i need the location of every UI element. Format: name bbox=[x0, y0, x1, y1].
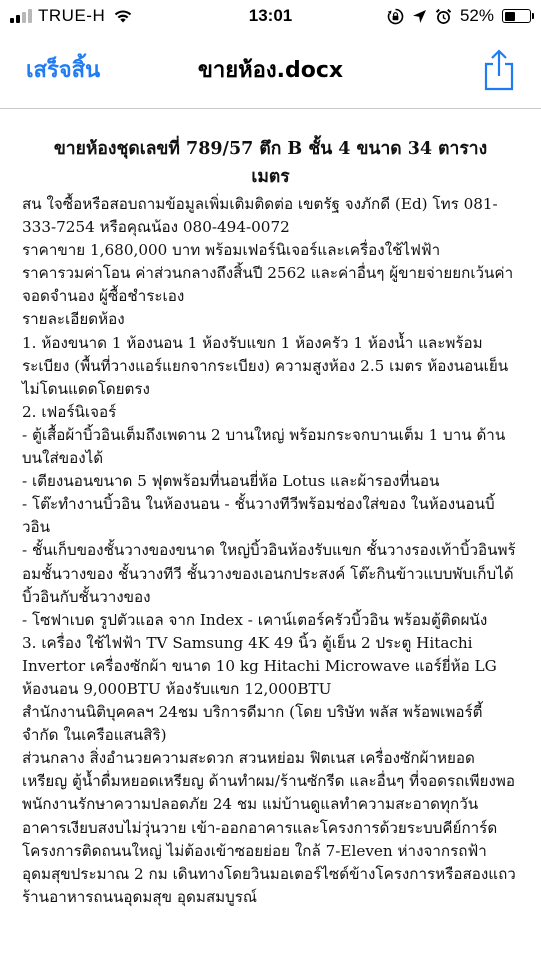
doc-paragraph: ร้านอาหารถนนอุดมสุข อุดมสมบูรณ์ bbox=[22, 887, 258, 906]
doc-paragraph: ราคารวมค่าโอน ค่าส่วนกลางถึงสิ้นปี 2562 และค่าอื่นๆ ผู้ขายจ่ายยกเว้นค่าจอดจำนอง ผู้ซื้อชำระเอง bbox=[22, 264, 514, 306]
alarm-icon bbox=[435, 8, 452, 25]
doc-paragraph: ส่วนกลาง สิ่งอำนวยความสะดวก สวนหย่อม ฟิตเนส เครื่องซักผ้าหยอดเหรียญ ตู้น้ำดื่มหยอดเหรียญ ด้านทำผม/ร้านซักรีด และอื่นๆ ที่จอดรถเพียงพอ พนักงานรักษาความปลอดภัย 24 ชม แม่บ้านดูแลทำความสะอาดทุกวัน bbox=[22, 749, 515, 814]
doc-paragraph: - ตู้เสื้อผ้าบิ้วอินเต็มถึงเพดาน 2 บานใหญ่ พร้อมกระจกบานเต็ม 1 บาน ด้านบนใส่ของได้ bbox=[22, 425, 506, 468]
doc-paragraph: - โซฟาเบด รูปตัวแอล จาก Index - เคาน์เตอร์ครัวบิ้วอิน พร้อมตู้ติดผนัง bbox=[22, 610, 488, 629]
navigation-bar bbox=[0, 34, 541, 109]
document-title: ขายห้องชุดเลขที่ 789/57 ตึก B ชั้น 4 ขนาด 34 ตารางเมตร bbox=[53, 139, 488, 187]
doc-paragraph: - ชั้นเก็บของชั้นวางของขนาด ใหญ่บิ้วอินห้องรับแขก ชั้นวางรองเท้าบิ้วอินพร้อมชั้นวางของ ชั้นวางทีวี ชั้นวางของเอนกประสงค์ โต๊ะกินข้าวแบบพับเก็บได้ บิ้วอินกับชั้นวางของ bbox=[22, 541, 516, 606]
doc-paragraph: สำนักงานนิติบุคคลฯ 24ชม บริการดีมาก (โดย บริษัท พลัส พร้อพเพอร์ตี้ จำกัด ในเครือแสนสิริ) bbox=[22, 703, 483, 745]
doc-paragraph: รายละเอียดห้อง bbox=[22, 310, 125, 329]
share-icon[interactable] bbox=[481, 48, 517, 92]
doc-paragraph: - เตียงนอนขนาด 5 ฟุตพร้อมที่นอนยี่ห้อ Lotus และผ้ารองที่นอน bbox=[22, 472, 440, 491]
doc-paragraph: อาคารเงียบสงบไม่วุ่นวาย เข้า-ออกอาคารและโครงการด้วยระบบคีย์การ์ด bbox=[22, 818, 498, 837]
location-arrow-icon bbox=[412, 9, 427, 24]
file-title: ขายห้อง.docx bbox=[197, 58, 344, 83]
status-bar bbox=[0, 0, 541, 34]
document-body bbox=[0, 109, 541, 909]
doc-paragraph: ราคาขาย 1,680,000 บาท พร้อมเฟอร์นิเจอร์และเครื่องใช้ไฟฟ้า bbox=[22, 241, 441, 260]
rotation-lock-icon bbox=[387, 8, 404, 25]
doc-paragraph: 1. ห้องขนาด 1 ห้องนอน 1 ห้องรับแขก 1 ห้องครัว 1 ห้องน้ำ และพร้อมระเบียง (พื้นที่วางแอร์แยกจากระเบียง) ความสูงห้อง 2.5 เมตร ห้องนอนเย็น ไม่โดนแดดโดยตรง bbox=[22, 333, 509, 398]
doc-paragraph: 2. เฟอร์นิเจอร์ bbox=[22, 402, 117, 421]
doc-paragraph: โครงการติดถนนใหญ่ ไม่ต้องเข้าซอยย่อย ใกล้ 7-Eleven ห่างจากรถฟ้าอุดมสุขประมาณ 2 กม เดินทางโดยวินมอเตอร์ไซด์ข้างโครงการหรือสองแถว bbox=[22, 841, 516, 883]
carrier-label: TRUE-H bbox=[38, 6, 106, 25]
battery-percent: 52% bbox=[459, 6, 494, 25]
status-right bbox=[387, 6, 531, 26]
battery-level bbox=[505, 12, 516, 21]
doc-paragraph: - โต๊ะทำงานบิ้วอิน ในห้องนอน - ชั้นวางทีวีพร้อมช่องใส่ของ ในห้องนอนบิ้วอิน bbox=[22, 495, 495, 537]
doc-paragraph: 3. เครื่อง ใช้ไฟฟ้า TV Samsung 4K 49 นิ้ว ตู้เย็น 2 ประตู Hitachi Invertor เครื่องซักผ้า ขนาด 10 kg Hitachi Microwave แอร์ยี่ห้อ LG ห้องนอน 9,000BTU ห้องรับแขก 12,000BTU bbox=[22, 633, 497, 698]
battery-icon bbox=[502, 9, 531, 23]
doc-paragraph: สน ใจซื้อหรือสอบถามข้อมูลเพิ่มเติมติดต่อ เขตรัฐ จงภักดี (Ed) โทร 081-333-7254 หรือคุณน้อง 080-494-0072 bbox=[22, 195, 498, 237]
status-time: 13:01 bbox=[248, 6, 293, 25]
done-button[interactable]: เสร็จสิ้น bbox=[26, 58, 101, 83]
